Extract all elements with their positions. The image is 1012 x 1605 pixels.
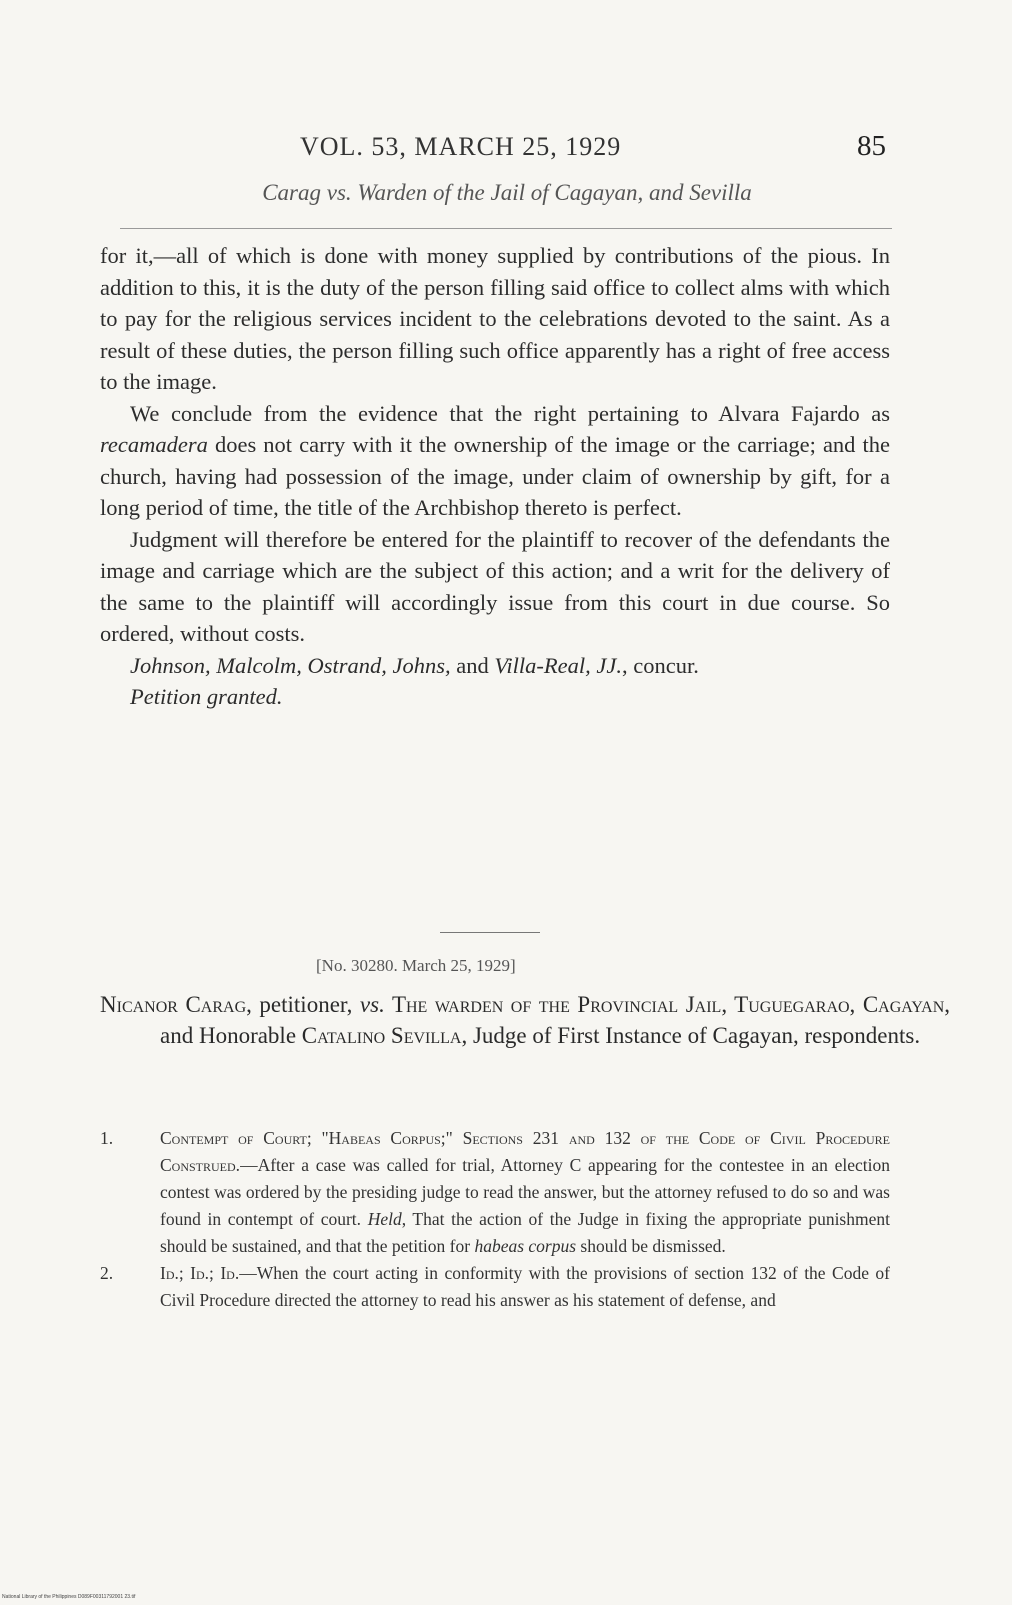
concur-text: , concur. [622,652,699,678]
paragraph-2-b: does not carry with it the ownership of the image or the carriage; and the church, having had possession of the image, under claim of ownership by gift, for a long period of time, the title of the Archbishop thereto is perfect. [100,432,890,520]
syllabus-text-1b: , That the action of the Judge in fixing the appropriate punishment should be sustained, and that the petition for [160,1209,890,1256]
syllabus-item-1 [100,1125,890,1260]
concurrence [100,650,890,682]
respondent-connector: and Honorable [160,1022,302,1048]
running-title: Carag vs. Warden of the Jail of Cagayan, and Sevilla [262,180,752,205]
versus-label: vs. [359,992,385,1017]
respondent-judge: Catalino Sevilla [301,1022,462,1048]
prior-case-text [100,240,890,713]
respondent-role: , Judge of First Instance of Cagayan, respondents. [461,1022,921,1048]
syllabus-number-1: 1. [100,1128,114,1148]
concurring-justices: Johnson, Malcolm, Ostrand, Johns, [130,652,451,678]
syllabus-number-2: 2. [100,1263,114,1283]
recamadera-term: recamadera [100,432,208,457]
concur-and: and [450,652,495,678]
concurring-justice-last: Villa-Real, JJ. [494,652,623,678]
header-divider [120,228,892,229]
syllabus-text-2: —When the court acting in conformity with the provisions of section 132 of the Code of Civil Procedure directed the attorney to read his answer as his statement of defense, and [160,1263,890,1310]
case-number: [No. 30280. March 25, 1929] [316,956,516,975]
petitioner-name: Nicanor Carag [100,992,247,1017]
disposition-text: Petition granted. [130,684,283,709]
page-number: 85 [857,130,886,162]
paragraph-1: for it,—all of which is done with money supplied by contributions of the pious. In addition to this, it is the duty of the person filling said office to collect alms with which to pay for the religious services incident to the celebrations devoted to the saint. As a result of these duties, the person filling such office apparently has a right of free access to the image. [100,243,890,394]
syllabus-heading-1: Contempt of Court; "Habeas Corpus;" Sections 231 and 132 of the Code of Civil Procedure Construed. [160,1128,890,1175]
scan-source-footer: National Library of the Philippines D089F00311792001 23.tif [2,1594,136,1600]
habeas-corpus-term: habeas corpus [474,1236,577,1256]
disposition [100,681,890,713]
case-divider [440,932,540,933]
respondent-warden: The warden of the Provincial Jail, Tuguegarao, Cagayan, [384,992,951,1017]
syllabus [100,1125,890,1314]
petitioner-role: , petitioner, [246,992,360,1017]
syllabus-heading-2: Id.; Id.; Id. [160,1263,240,1283]
volume-date-header: VOL. 53, MARCH 25, 1929 [300,132,622,161]
paragraph-3: Judgment will therefore be entered for the plaintiff to recover of the defendants the image and carriage which are the subject of this action; and a writ for the delivery of the same to the plaintiff will accordingly issue from this court in due course. So ordered, without costs. [100,526,890,646]
paragraph-2-a: We conclude from the evidence that the right pertaining to Alvara Fajardo as [130,400,890,426]
syllabus-text-1a: —After a case was called for trial, Attorney C appearing for the contestee in an election contest was ordered by the presiding judge to read the answer, but the attorney refused to do so and was found in contempt of court. [160,1155,890,1229]
syllabus-text-1c: should be dismissed. [576,1236,726,1256]
paragraph-2 [100,398,890,524]
syllabus-item-2 [100,1260,890,1314]
case-parties [100,990,950,1051]
held-label: Held [367,1209,402,1229]
